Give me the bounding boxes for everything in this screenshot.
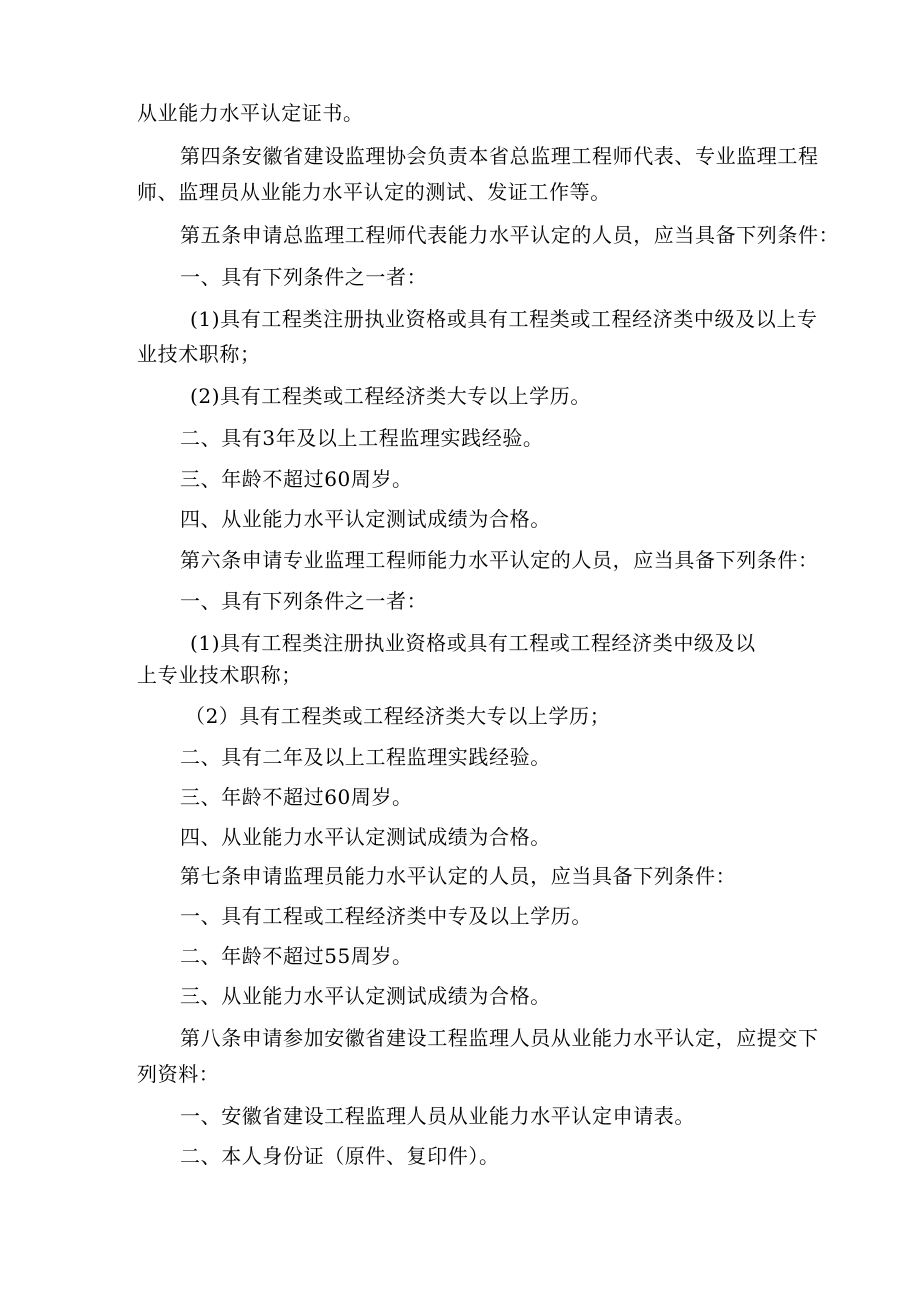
text-line: 师、监理员从业能力水平认定的测试、发证工作等。 [137,180,611,204]
text-line: 二、本人身份证（原件、复印件）。 [180,1144,500,1168]
text-line: 列资料： [137,1062,220,1086]
text-line: 第五条申请总监理工程师代表能力水平认定的人员，应当具备下列条件： [180,223,840,247]
text-line: 第八条申请参加安徽省建设工程监理人员从业能力水平认定，应提交下 [180,1026,819,1050]
text-line: (1)具有工程类注册执业资格或具有工程类或工程经济类中级及以上专 [190,307,818,331]
text-line: （2）具有工程类或工程经济类大专以上学历； [185,704,611,728]
text-line: 三、年龄不超过60周岁。 [180,785,413,809]
text-line: (2)具有工程类或工程经济类大专以上学历。 [190,384,591,408]
text-line: 三、年龄不超过60周岁。 [180,467,413,491]
text-line: 一、安徽省建设工程监理人员从业能力水平认定申请表。 [180,1104,695,1128]
text-line: 第四条安徽省建设监理协会负责本省总监理工程师代表、专业监理工程 [180,144,819,168]
text-line: 二、具有3年及以上工程监理实践经验。 [180,426,544,450]
text-line: 四、从业能力水平认定测试成绩为合格。 [180,507,551,531]
text-line: 一、具有下列条件之一者： [180,265,428,289]
text-line: 三、从业能力水平认定测试成绩为合格。 [180,984,551,1008]
text-line: 一、具有下列条件之一者： [180,589,428,613]
text-line: 一、具有工程或工程经济类中专及以上学历。 [180,904,592,928]
text-line: 二、具有二年及以上工程监理实践经验。 [180,745,551,769]
text-line: 第七条申请监理员能力水平认定的人员，应当具备下列条件： [180,864,737,888]
text-line: 第六条申请专业监理工程师能力水平认定的人员，应当具备下列条件： [180,548,819,572]
text-line: (1)具有工程类注册执业资格或具有工程或工程经济类中级及以 [190,631,756,655]
text-line: 二、年龄不超过55周岁。 [180,944,413,968]
text-line: 从业能力水平认定证书。 [137,101,364,125]
text-line: 上专业技术职称； [137,663,302,687]
text-line: 四、从业能力水平认定测试成绩为合格。 [180,825,551,849]
text-line: 业技术职称； [137,342,261,366]
